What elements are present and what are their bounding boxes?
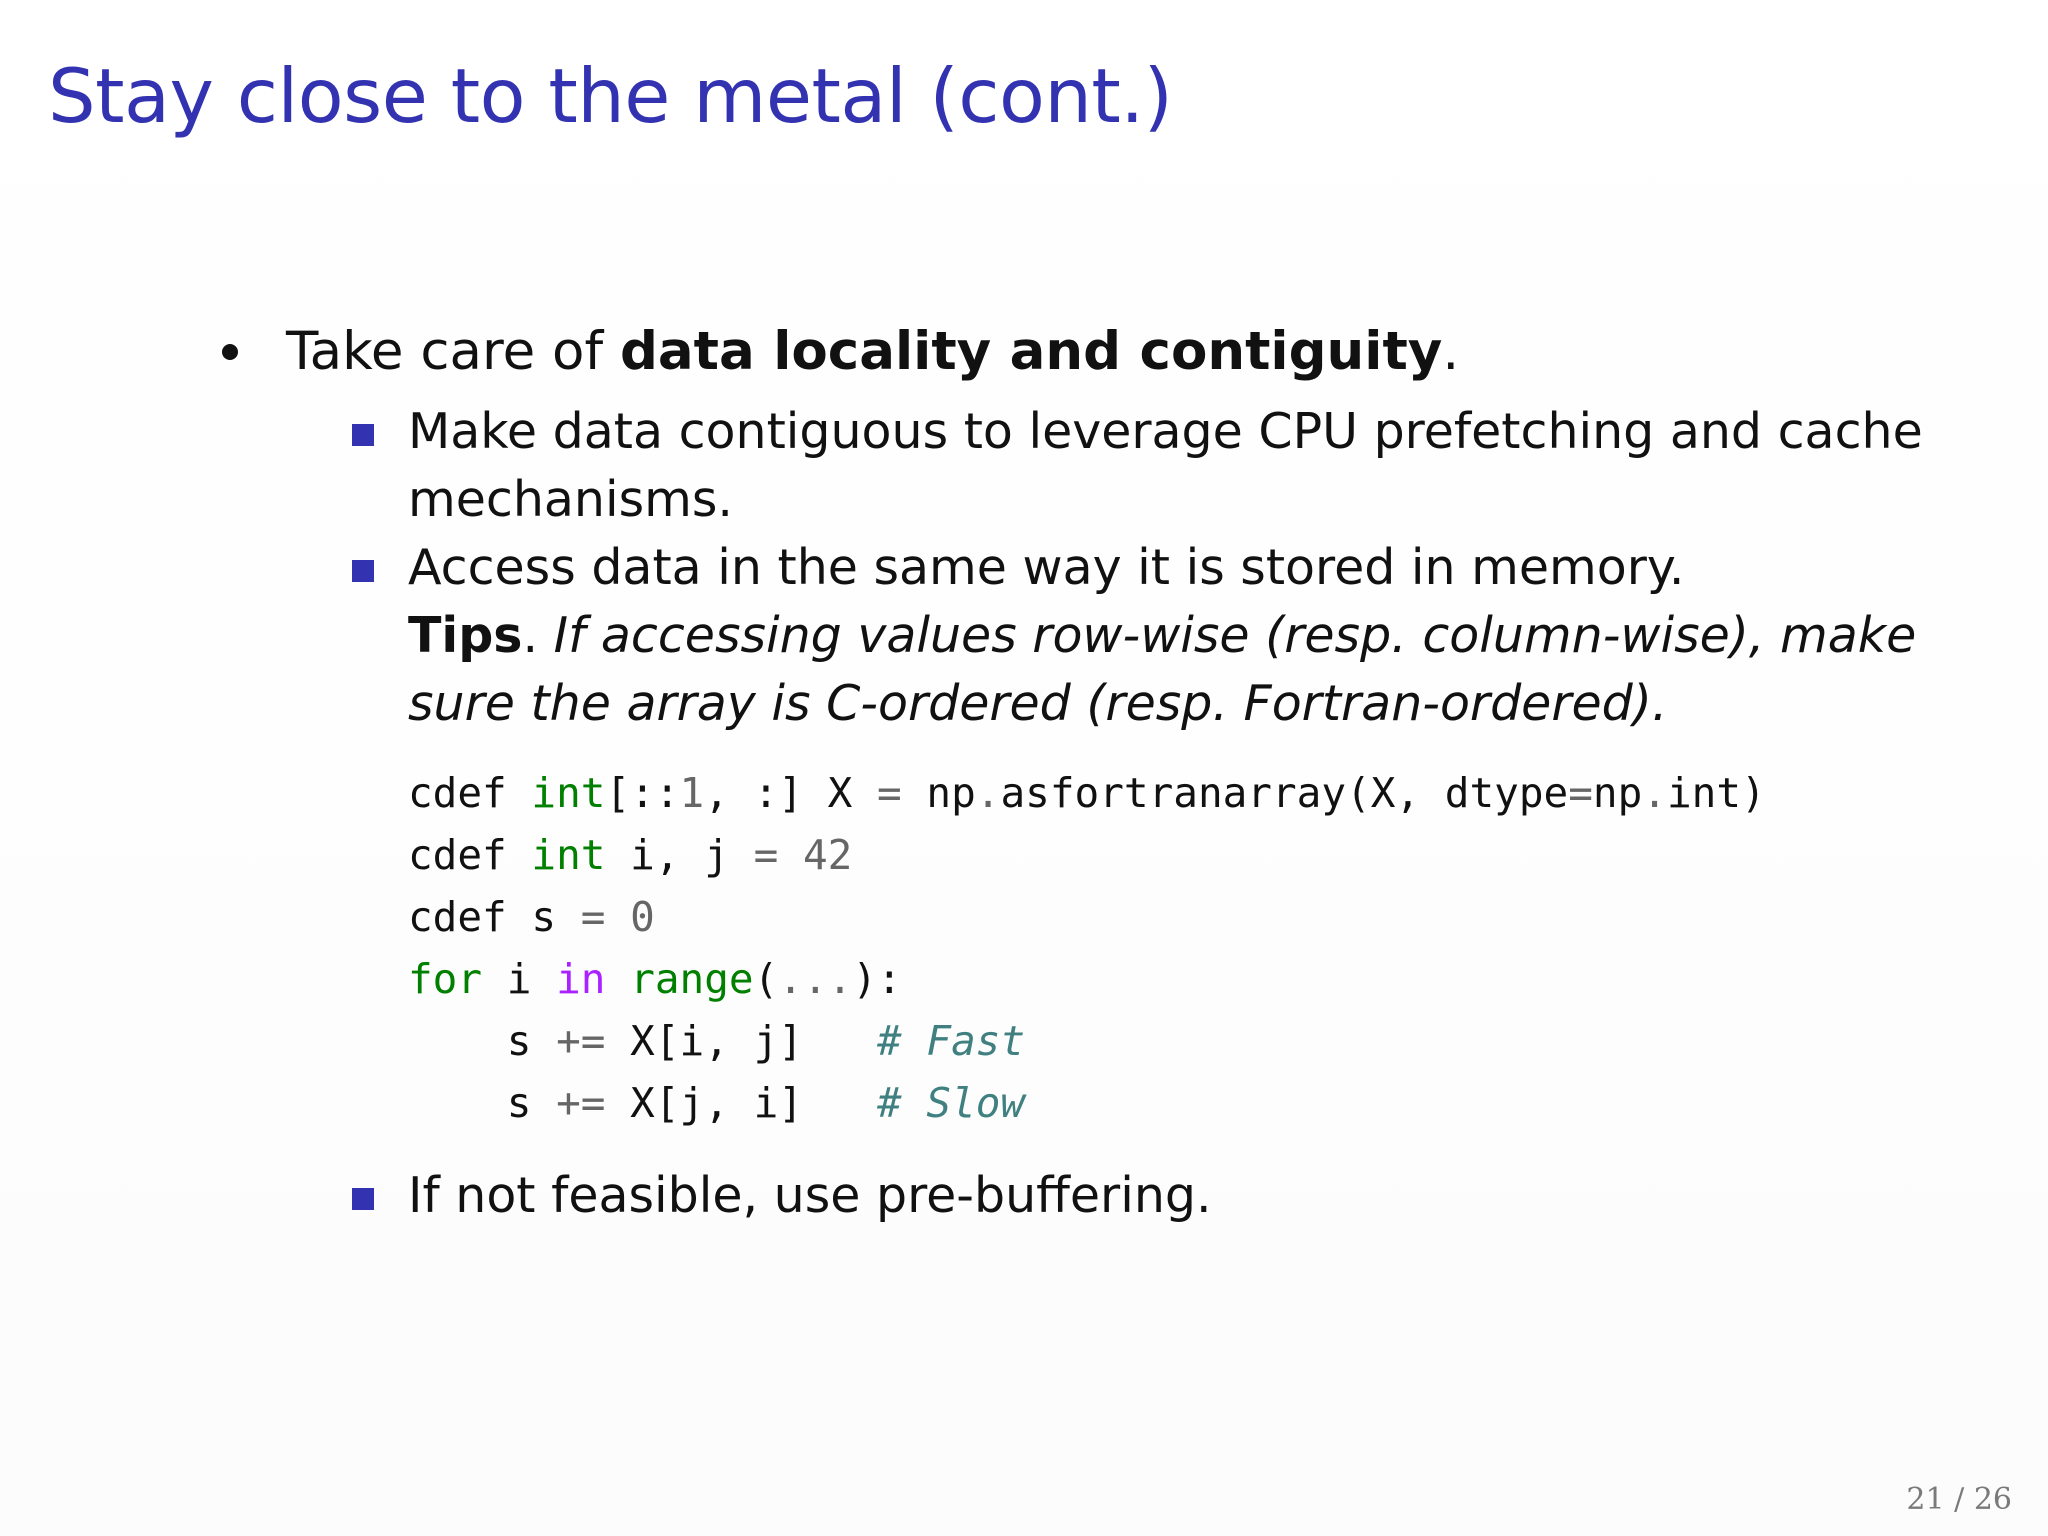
tip-text: If accessing values row-wise (resp. column-wise), make (553, 607, 1917, 664)
subitem-text (408, 1162, 1908, 1230)
code-token: int (531, 831, 606, 879)
code-line (408, 831, 852, 879)
code-token (606, 955, 631, 1003)
code-token: cdef (408, 831, 532, 879)
code-token: i (482, 955, 557, 1003)
subitem-line: Access data in the same way it is stored in memory. (408, 539, 1685, 596)
code-token: X[i, j] (605, 1017, 878, 1065)
main-bullet-suffix: . (1442, 321, 1460, 382)
square-bullet-icon (352, 560, 374, 582)
code-token (605, 893, 630, 941)
page-total: 26 (1973, 1482, 2012, 1517)
code-line (408, 893, 655, 941)
code-token: np (901, 769, 976, 817)
code-token: . (975, 769, 1001, 817)
code-comment: # Fast (877, 1017, 1026, 1065)
code-token: , :] X (704, 769, 878, 817)
subitem-line: Make data contiguous to leverage CPU prefetching and cache (408, 403, 1923, 460)
main-bullet-bold: data locality and contiguity (619, 321, 1443, 382)
tip-line-continued: sure the array is C-ordered (resp. Fortran-ordered). (408, 675, 1668, 732)
code-token: 42 (802, 831, 853, 879)
page-number (1906, 1482, 2012, 1517)
code-token: . (1642, 769, 1667, 817)
code-token: X[j, i] (605, 1079, 878, 1127)
code-token: 1 (679, 769, 705, 817)
code-token: += (556, 1017, 606, 1065)
code-token: = (753, 831, 779, 879)
code-token: ): (852, 955, 902, 1003)
subitem-line: mechanisms. (408, 471, 733, 528)
code-token: range (630, 955, 754, 1003)
code-token: ( (753, 955, 779, 1003)
code-token: += (556, 1079, 606, 1127)
code-token: cdef s (408, 893, 581, 941)
main-bullet-text (286, 318, 1459, 386)
tip-line (408, 602, 1917, 670)
code-line (408, 1017, 1025, 1065)
code-token: 0 (630, 893, 655, 941)
code-token: i, j (605, 831, 754, 879)
tip-label: Tips (408, 607, 523, 664)
code-token: [:: (605, 769, 680, 817)
code-token: cdef (408, 769, 532, 817)
code-token: asfortranarray(X, dtype (1000, 769, 1569, 817)
bullet-dot-icon (222, 344, 238, 360)
code-token: = (877, 769, 902, 817)
code-token: np (1592, 769, 1643, 817)
code-token: int (531, 769, 606, 817)
page-current: 21 (1906, 1482, 1945, 1517)
code-token: in (556, 955, 606, 1003)
code-token: ... (778, 955, 853, 1003)
main-bullet-prefix: Take care of (286, 321, 620, 382)
square-bullet-icon (352, 424, 374, 446)
code-line (408, 1079, 1025, 1127)
subitem-line: If not feasible, use pre-buffering. (408, 1167, 1212, 1224)
slide-title: Stay close to the metal (cont.) (48, 52, 1173, 140)
code-token: for (408, 955, 483, 1003)
page-separator: / (1954, 1482, 1965, 1517)
code-token (778, 831, 803, 879)
tip-separator: . (522, 607, 554, 664)
code-line (408, 769, 1766, 817)
code-token: = (1568, 769, 1593, 817)
code-comment: # Slow (877, 1079, 1026, 1127)
subitem-text (408, 534, 1917, 738)
code-token: s (408, 1079, 557, 1127)
code-token: s (408, 1017, 557, 1065)
code-token: int) (1666, 769, 1766, 817)
square-bullet-icon (352, 1188, 374, 1210)
code-block (408, 762, 1766, 1134)
code-line (408, 955, 902, 1003)
subitem-text (408, 398, 1923, 534)
code-token: = (580, 893, 606, 941)
